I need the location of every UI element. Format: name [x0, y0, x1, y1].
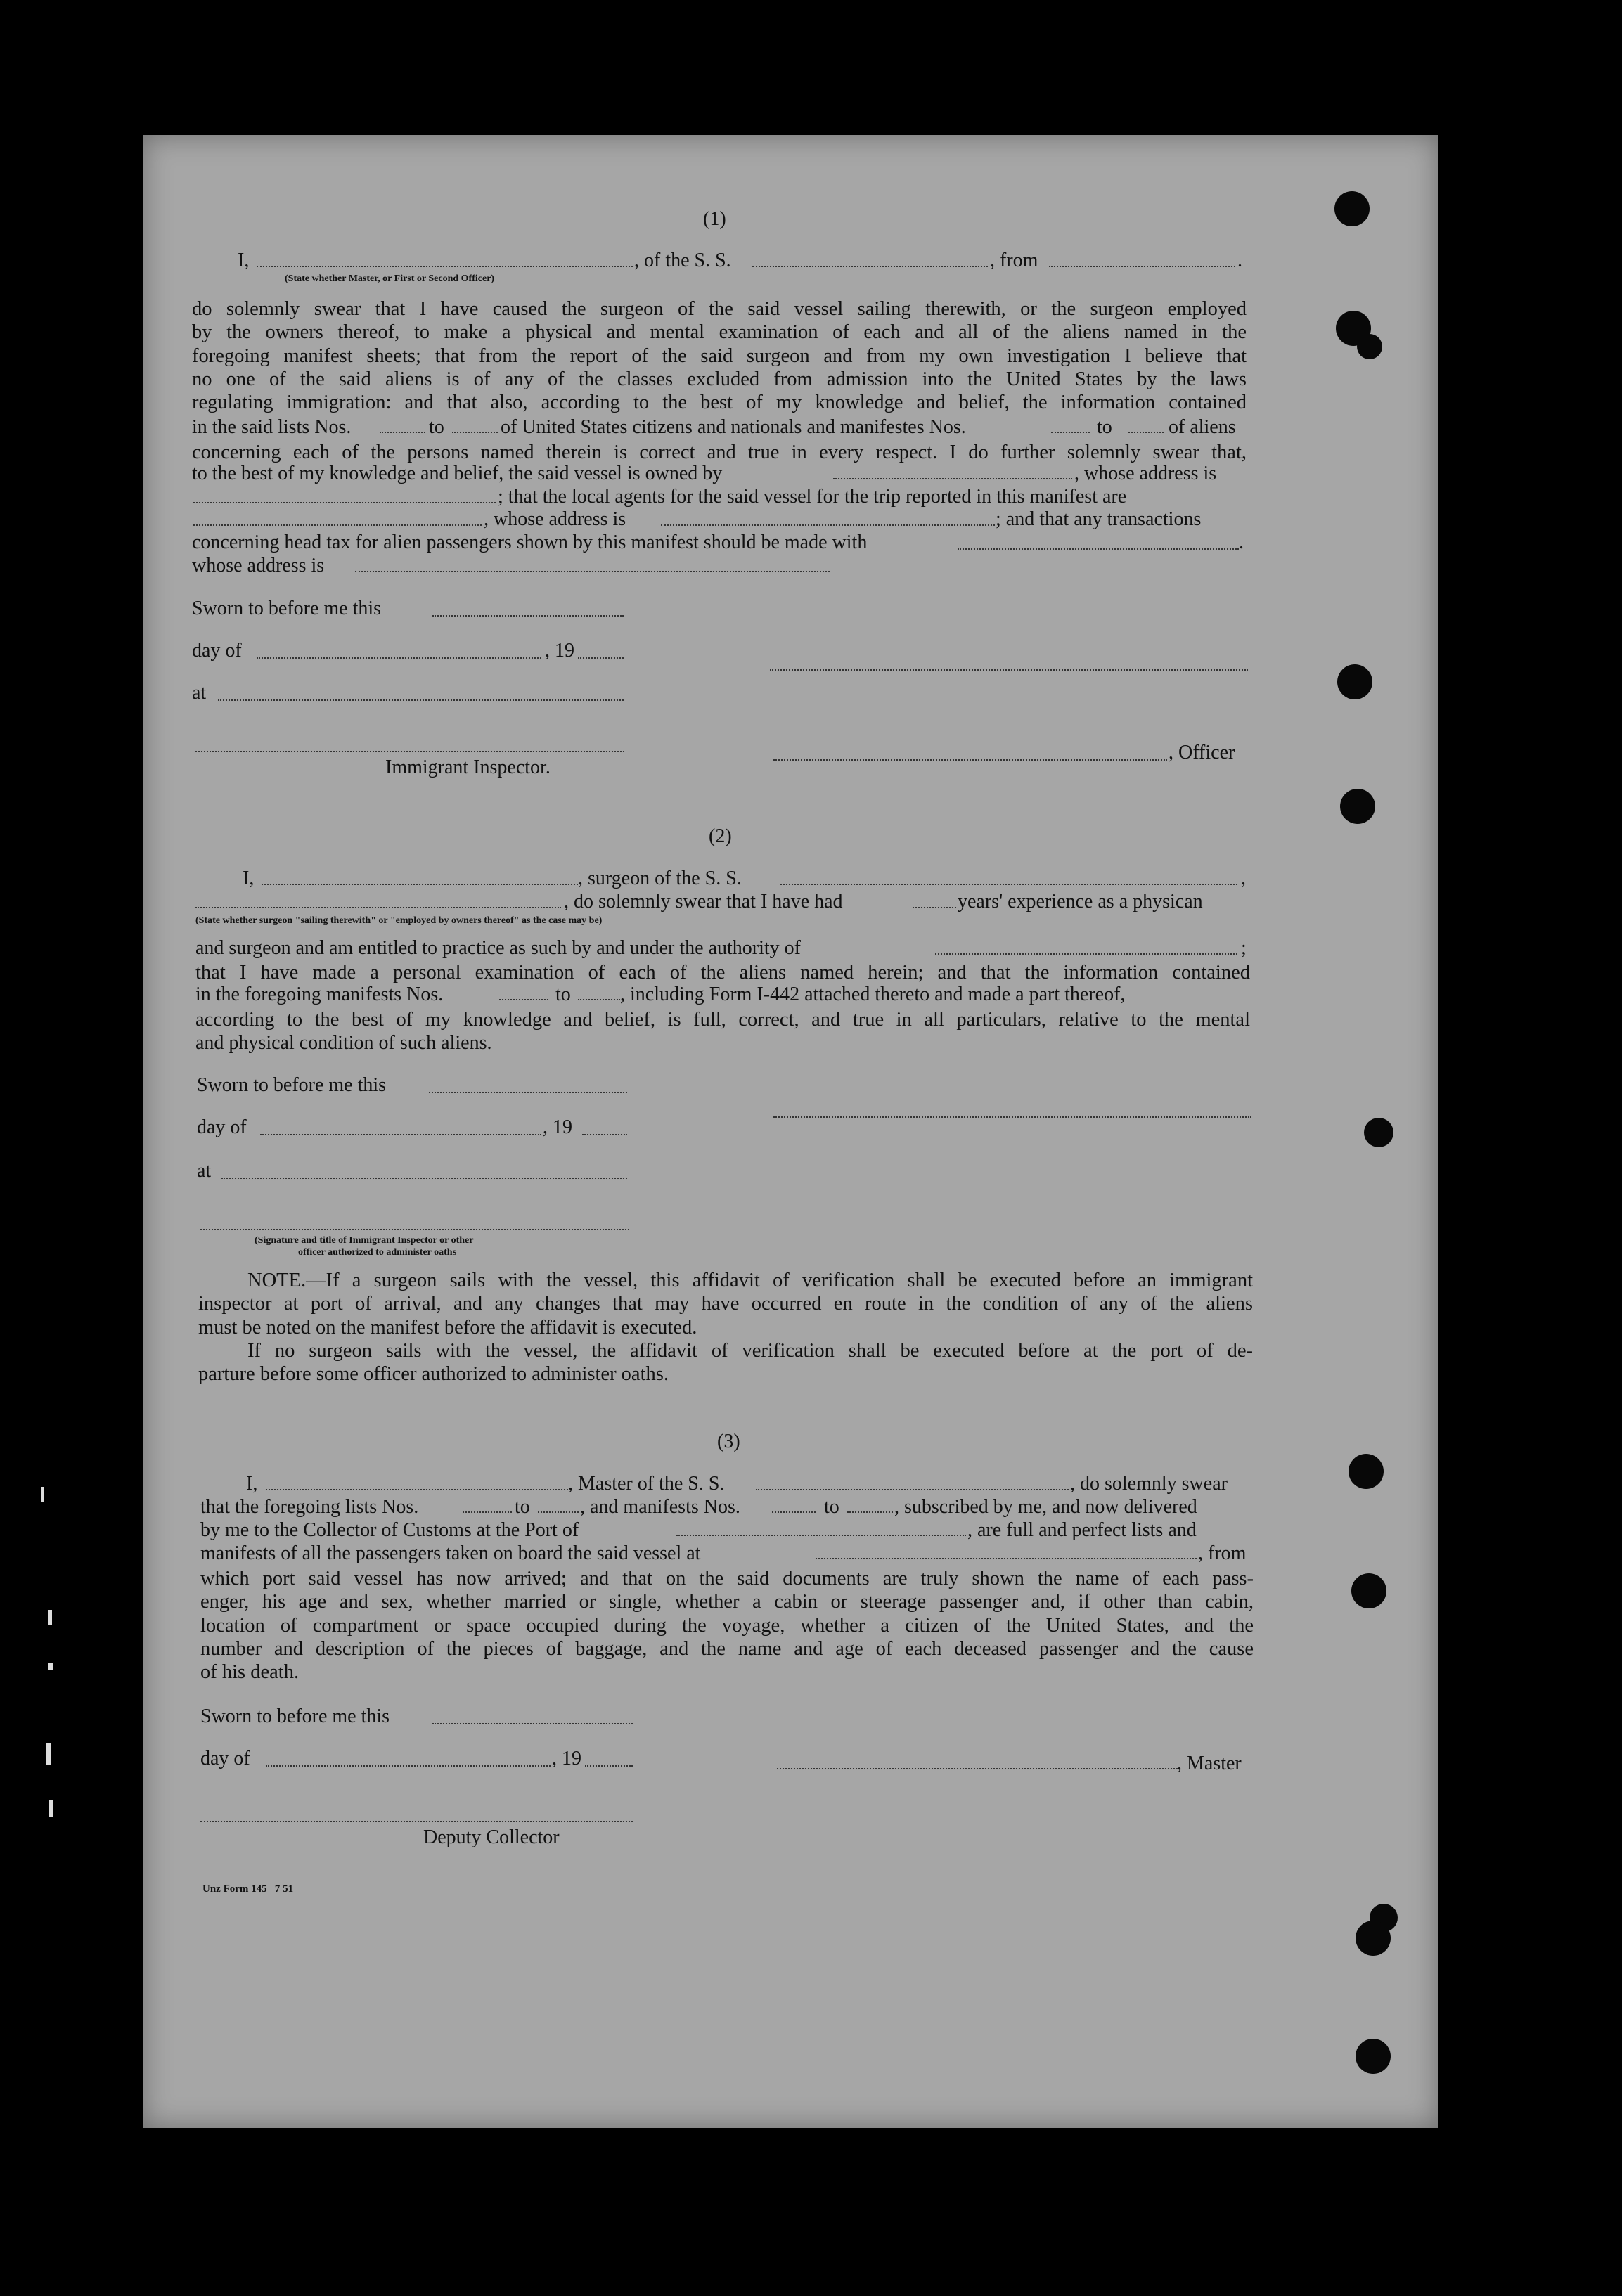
- s1-officer: , Officer: [1169, 742, 1235, 763]
- s2-at: at: [197, 1160, 212, 1182]
- s1-whose-addr2: whose address is: [192, 555, 325, 576]
- s1-vessel-blank[interactable]: [752, 266, 988, 267]
- s1-lists-a: in the said lists Nos.: [192, 416, 352, 438]
- s1-concerning: concerning each of the persons named therein is correct and true in every respect. I do further solemnly swear that,: [192, 441, 1247, 463]
- s3-day-of: day of: [200, 1748, 250, 1769]
- s2-tail: according to the best of my knowledge and belief, is full, correct, and true in all particulars, relative to the mental: [195, 1009, 1250, 1031]
- s3-i: I,: [246, 1473, 258, 1495]
- s1-headtax-end: .: [1239, 531, 1244, 553]
- s1-headtax-address-blank[interactable]: [355, 571, 830, 572]
- s1-end-period: .: [1237, 250, 1242, 271]
- s1-inspector: Immigrant Inspector.: [385, 756, 551, 778]
- s3-port-blank[interactable]: [676, 1535, 966, 1536]
- s2-line2: that I have made a personal examination of each of the aliens named herein; and that the information contained: [195, 962, 1250, 983]
- s2-semicolon: ;: [1241, 937, 1247, 959]
- binder-hole: [1337, 664, 1372, 699]
- s3-embark-blank[interactable]: [816, 1558, 1197, 1559]
- s3-lists-a: that the foregoing lists Nos.: [200, 1496, 419, 1518]
- s1-from-blank[interactable]: [1049, 266, 1235, 267]
- s3-lists-to-blank[interactable]: [538, 1511, 579, 1513]
- s1-day-blank[interactable]: [257, 657, 541, 659]
- s1-of-ss: , of the S. S.: [634, 250, 731, 271]
- s1-sworn-blank[interactable]: [432, 615, 624, 617]
- s2-at-blank[interactable]: [221, 1178, 627, 1179]
- s3-name-blank[interactable]: [266, 1489, 568, 1490]
- s1-year-blank[interactable]: [578, 657, 624, 659]
- s2-sig-note1: (Signature and title of Immigrant Inspector or other: [255, 1235, 474, 1246]
- s1-officer-note: (State whether Master, or First or Second Officer): [285, 273, 495, 284]
- s1-owner-blank[interactable]: [833, 478, 1072, 479]
- s2-manifests-b: , including Form I-442 attached thereto and made a part thereof,: [620, 983, 1126, 1005]
- s2-status-blank[interactable]: [195, 907, 561, 908]
- s3-collector-b: , are full and perfect lists and: [967, 1519, 1197, 1541]
- s1-from: , from: [990, 250, 1038, 271]
- s3-swear: , do solemnly swear: [1070, 1473, 1228, 1495]
- s1-officer-line[interactable]: [773, 759, 1167, 761]
- scan-speck: [48, 1663, 53, 1670]
- s2-inspector-line[interactable]: [200, 1229, 629, 1230]
- s1-at-blank[interactable]: [218, 699, 624, 701]
- s3-lists-b: , and manifests Nos.: [580, 1496, 740, 1518]
- s2-sig-note2: officer authorized to administer oaths: [298, 1247, 457, 1258]
- s3-manifest-from-blank[interactable]: [772, 1511, 816, 1513]
- s1-signature-line[interactable]: [770, 669, 1248, 671]
- s1-transactions: ; and that any transactions: [996, 508, 1202, 530]
- s2-comma: ,: [1241, 868, 1246, 889]
- s3-manifests-b: , from: [1198, 1542, 1247, 1564]
- s1-whose-addr: , whose address is: [484, 508, 626, 530]
- s2-swear: , do solemnly swear that I have had: [564, 891, 843, 912]
- binder-hole: [1364, 1118, 1393, 1147]
- s3-nineteen: , 19: [552, 1748, 581, 1769]
- s2-sworn: Sworn to before me this: [197, 1074, 387, 1096]
- s3-deputy: Deputy Collector: [423, 1826, 560, 1848]
- s3-master-line[interactable]: [777, 1768, 1178, 1769]
- s2-years: years' experience as a physican: [958, 891, 1203, 912]
- scan-speck: [41, 1487, 44, 1502]
- binder-hole: [1356, 1921, 1391, 1956]
- s1-manifest-to-blank[interactable]: [1128, 432, 1164, 433]
- section-2-number: (2): [709, 825, 732, 847]
- scan-speck: [46, 1743, 51, 1765]
- s1-name-blank[interactable]: [257, 266, 633, 267]
- s1-line: regulating immigration: and that also, according to the best of my knowledge and belief, the information contained: [192, 392, 1247, 414]
- s1-lists-to-blank[interactable]: [452, 432, 498, 433]
- s3-master: , Master: [1177, 1753, 1242, 1774]
- binder-hole: [1349, 1454, 1384, 1489]
- s2-day-blank[interactable]: [260, 1134, 541, 1135]
- s2-year-blank[interactable]: [582, 1134, 627, 1135]
- s2-nineteen: , 19: [543, 1116, 572, 1138]
- s1-lists-to1: to: [429, 416, 444, 438]
- s1-i: I,: [238, 250, 250, 271]
- s1-inspector-line[interactable]: [195, 751, 624, 752]
- s1-nineteen: , 19: [545, 640, 574, 662]
- s2-years-blank[interactable]: [913, 907, 956, 908]
- s1-owned-a: to the best of my knowledge and belief, the said vessel is owned by: [192, 463, 723, 484]
- binder-hole: [1334, 191, 1370, 226]
- s3-paragraph: which port said vessel has now arrived; and that on the said documents are truly shown the name of each pass- enger, his age and sex, whether married or single, whether a cabin or steerage passenger and, if other than cabin, location of compartment or space occupied during the voyage, whether a citizen of the United States, and the number and description of the pieces of baggage, and the name and age of each deceased passenger and the cause of his death.: [200, 1568, 1254, 1684]
- s2-name-blank[interactable]: [262, 884, 578, 885]
- s1-at: at: [192, 682, 207, 704]
- s1-headtax: concerning head tax for alien passengers shown by this manifest should be made with: [192, 531, 868, 553]
- s2-signature-line[interactable]: [773, 1116, 1251, 1118]
- binder-hole: [1351, 1573, 1386, 1608]
- s3-manifests-a: manifests of all the passengers taken on board the said vessel at: [200, 1542, 701, 1564]
- s1-agent-blank[interactable]: [193, 524, 482, 526]
- s1-line: by the owners thereof, to make a physical and mental examination of each and all of the aliens named in the: [192, 321, 1247, 344]
- s2-surgeon-of: , surgeon of the S. S.: [578, 868, 742, 889]
- s3-manifest-to-blank[interactable]: [847, 1511, 893, 1513]
- s1-owned-b: , whose address is: [1074, 463, 1217, 484]
- s1-agent-address-blank[interactable]: [661, 524, 995, 526]
- s1-lists-to2: to: [1097, 416, 1112, 438]
- s2-vessel-blank[interactable]: [780, 884, 1237, 885]
- s1-agents: ; that the local agents for the said vessel for the trip reported in this manifest are: [498, 486, 1127, 508]
- s3-lists-from-blank[interactable]: [463, 1511, 512, 1513]
- s1-paragraph: [192, 297, 1247, 414]
- s1-owner-address-blank[interactable]: [193, 502, 496, 503]
- s2-manifest-to-blank[interactable]: [578, 999, 620, 1000]
- s2-manifests-a: in the foregoing manifests Nos.: [195, 983, 444, 1005]
- s1-line: foregoing manifest sheets; that from the report of the said surgeon and from my own investigation I believe that: [192, 344, 1247, 367]
- s2-manifest-from-blank[interactable]: [499, 999, 548, 1000]
- s3-lists-to1: to: [515, 1496, 530, 1518]
- s2-manifests-to: to: [555, 983, 571, 1005]
- s1-manifest-from-blank[interactable]: [1051, 432, 1090, 433]
- s1-lists-b: of United States citizens and nationals and manifestes Nos.: [501, 416, 966, 438]
- s2-day-of: day of: [197, 1116, 247, 1138]
- s1-line: no one of the said aliens is of any of the classes excluded from admission into the United States by the laws: [192, 368, 1247, 390]
- s3-year-blank[interactable]: [585, 1765, 633, 1767]
- s1-line: do solemnly swear that I have caused the surgeon of the said vessel sailing therewith, or the surgeon employed: [192, 298, 1247, 320]
- s2-sworn-blank[interactable]: [429, 1092, 627, 1093]
- s2-i: I,: [243, 868, 255, 889]
- s3-sworn-blank[interactable]: [432, 1723, 633, 1724]
- s3-master-of: , Master of the S. S.: [568, 1473, 725, 1495]
- s1-lists-c: of aliens: [1169, 416, 1236, 438]
- s3-collector-line[interactable]: [200, 1821, 633, 1822]
- s3-day-blank[interactable]: [266, 1765, 551, 1767]
- s2-authority: and surgeon and am entitled to practice as such by and under the authority of: [195, 937, 801, 959]
- binder-hole: [1356, 2039, 1391, 2074]
- s1-sworn: Sworn to before me this: [192, 598, 382, 619]
- scan-speck: [49, 1800, 53, 1817]
- s3-lists-c: , subscribed by me, and now delivered: [894, 1496, 1197, 1518]
- form-id: Unz Form 145 7 51: [202, 1883, 294, 1895]
- binder-hole: [1357, 334, 1382, 359]
- s3-lists-to2: to: [824, 1496, 839, 1518]
- s3-vessel-blank[interactable]: [756, 1489, 1069, 1490]
- scan-speck: [48, 1610, 52, 1625]
- s1-headtax-blank[interactable]: [958, 548, 1239, 550]
- s2-line5: and physical condition of such aliens.: [195, 1032, 492, 1054]
- s2-authority-blank[interactable]: [935, 953, 1237, 955]
- s1-lists-from-blank[interactable]: [380, 432, 425, 433]
- s3-collector-a: by me to the Collector of Customs at the Port of: [200, 1519, 579, 1541]
- s1-day-of: day of: [192, 640, 242, 662]
- section-3-number: (3): [717, 1431, 740, 1452]
- s3-sworn: Sworn to before me this: [200, 1705, 390, 1727]
- binder-hole: [1340, 789, 1375, 824]
- section-1-number: (1): [703, 208, 726, 230]
- s2-note: NOTE.—If a surgeon sails with the vessel, this affidavit of verification shall be executed before an immigrant inspector at port of arrival, and any changes that may have occurred en route in the condition of any of the aliens must be noted on the manifest before the affidavit is executed. If no surgeon sails with the vessel, the affidavit of verification shall be executed before at the port of de- parture before some officer authorized to administer oaths.: [198, 1270, 1253, 1386]
- s2-status-note: (State whether surgeon "sailing therewith" or "employed by owners thereof" as the case may be): [195, 915, 603, 926]
